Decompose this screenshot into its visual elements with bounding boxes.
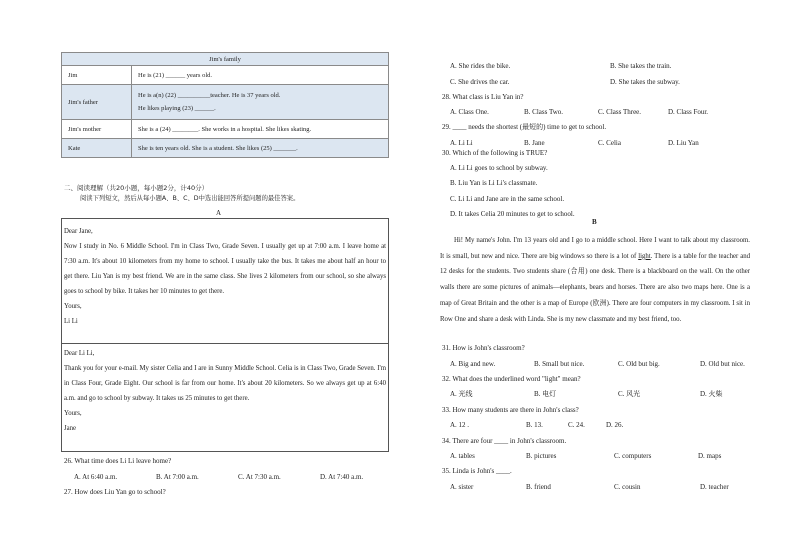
letter-salutation: Dear Jane, (64, 228, 93, 235)
table-row-name: Jim's father (62, 85, 132, 120)
option-a: A. 12 . (450, 421, 470, 429)
option-a: A. tables (450, 452, 475, 460)
letter-2 (64, 346, 386, 436)
option-a: A. sister (450, 483, 474, 491)
family-table-title: Jim's family (62, 53, 389, 66)
table-row-name: Jim (62, 66, 132, 85)
option-c: C. Li Li and Jane are in the same school. (450, 195, 565, 203)
option-b: B. Liu Yan is Li Li's classmate. (450, 179, 538, 187)
option-c: C. 风光 (618, 390, 641, 398)
option-b: B. She takes the train. (610, 62, 672, 70)
table-row-name: Kate (62, 139, 132, 158)
option-d: D. 火柴 (700, 390, 723, 398)
question-30: 30. Which of the following is TRUE? (442, 149, 548, 157)
option-c: C. 24. (568, 421, 585, 429)
letter-1 (64, 224, 386, 329)
passage-text: . There is a table for the teacher and 12 desks for the students. Two students share (合用) one desk. There is a blackboard on the wall. On the other walls there are some pictures of animals—elephants, bears and horses. There are also two maps here. One is a map of Great Britain and the other is a map of Europe (欧洲). There are four computers in my classroom. I sit in Row One and share a desk with Linda. She is my new classmate and my best friend, too. (440, 252, 751, 323)
option-c: C. At 7:30 a.m. (238, 473, 281, 481)
option-a: A. 光线 (450, 390, 473, 398)
table-row-info: She is a (24) ________. She works in a hospital. She likes skating. (132, 120, 389, 139)
question-35: 35. Linda is John's ____. (442, 467, 512, 475)
question-26: 26. What time does Li Li leave home? (64, 457, 172, 465)
option-a: A. Li Li (450, 139, 473, 147)
question-29: 29. ____ needs the shortest (最短的) time to get to school. (442, 123, 607, 131)
letters-box (61, 218, 389, 452)
letter-body: Now I study in No. 6 Middle School. I'm in Class Two, Grade Seven. I usually get up at 7:00 a.m. I leave home at 7:30 a.m. It's about 10 kilometers from my home to school. I usually take the bus. It takes me about half an hour to get there. Liu Yan is my best friend. We are in the same class. She lives 2 kilometers from our school, so she always goes to school by bike. It takes her 10 minutes to get there. (64, 243, 386, 295)
option-d: D. maps (698, 452, 722, 460)
option-d: D. teacher (700, 483, 729, 491)
question-28: 28. What class is Liu Yan in? (442, 93, 524, 101)
question-34: 34. There are four ____ in John's classroom. (442, 437, 567, 445)
section-heading: 二、阅读理解（共20小题，每小题2分，计40分） (64, 184, 209, 192)
option-a: A. At 6:40 a.m. (74, 473, 118, 481)
question-31: 31. How is John's classroom? (442, 344, 525, 352)
passage-text: Hi! My name's John. I'm 13 years old and I go to a middle school. Here I want to talk about my classroom. It is small, but new and nice. There are big windows so there is a lot of (440, 237, 750, 260)
option-b: B. 13. (526, 421, 543, 429)
table-row-info: He is (21) ______ years old. (132, 66, 389, 85)
option-d: D. At 7:40 a.m. (320, 473, 364, 481)
option-c: C. computers (614, 452, 652, 460)
option-c: C. She drives the car. (450, 78, 510, 86)
option-d: D. It takes Celia 20 minutes to get to school. (450, 210, 575, 218)
option-b: B. 电灯 (534, 390, 557, 398)
option-c: C. cousin (614, 483, 641, 491)
table-row-info: She is ten years old. She is a student. She likes (25) _______. (132, 139, 389, 158)
letter-salutation: Dear Li Li, (64, 350, 95, 357)
underlined-word: light (638, 252, 651, 260)
letter-body: Thank you for your e-mail. My sister Celia and I are in Sunny Middle School. Celia is in Class Two, Grade Seven. I'm in Class Four, Grade Eight. Our school is far from our home. It's about 20 kilometers. So we always get up at 6:40 a.m. and go to school by subway. It takes us 25 minutes to get there. (64, 365, 386, 402)
letter-closing: Yours, (64, 303, 82, 310)
table-row-info (132, 85, 389, 120)
letter-signature: Li Li (64, 318, 78, 325)
option-c: C. Celia (598, 139, 621, 147)
option-d: D. She takes the subway. (610, 78, 680, 86)
option-d: D. 26. (606, 421, 624, 429)
question-27: 27. How does Liu Yan go to school? (64, 488, 166, 496)
question-32: 32. What does the underlined word "light" mean? (442, 375, 581, 383)
letter-divider (62, 343, 388, 344)
section-instruction: 阅读下列短文，然后从每小题A、B、C、D中选出能回答所提问题的最佳答案。 (80, 195, 300, 202)
option-a: A. Li Li goes to school by subway. (450, 164, 548, 172)
option-b: B. Small but nice. (534, 360, 585, 368)
option-a: A. She rides the bike. (450, 62, 511, 70)
family-table (61, 52, 389, 158)
option-c: C. Old but big. (618, 360, 660, 368)
passage-a-label: A (216, 209, 222, 217)
option-d: D. Old but nice. (700, 360, 745, 368)
option-b: B. pictures (526, 452, 557, 460)
table-row-name: Jim's mother (62, 120, 132, 139)
passage-b-label: B (592, 218, 597, 226)
option-d: D. Class Four. (668, 108, 709, 116)
letter-signature: Jane (64, 425, 77, 432)
option-c: C. Class Three. (598, 108, 642, 116)
table-row-line: He likes playing (23) ______. (138, 105, 216, 112)
passage-b-text (440, 233, 750, 327)
letter-closing: Yours, (64, 410, 82, 417)
option-a: A. Class One. (450, 108, 489, 116)
option-b: B. Jane (524, 139, 545, 147)
option-b: B. Class Two. (524, 108, 564, 116)
option-b: B. At 7:00 a.m. (156, 473, 199, 481)
table-row-line: He is a(n) (22) __________teacher. He is 37 years old. (138, 92, 281, 99)
question-33: 33. How many students are there in John's class? (442, 406, 579, 414)
option-d: D. Liu Yan (668, 139, 699, 147)
option-b: B. friend (526, 483, 551, 491)
option-a: A. Big and new. (450, 360, 496, 368)
